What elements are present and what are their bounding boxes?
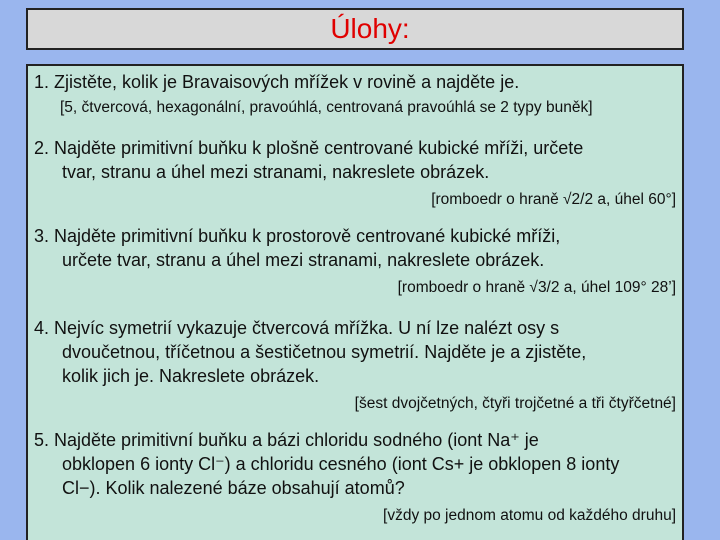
task-question — [34, 70, 682, 94]
task-3 — [28, 224, 682, 298]
task-question — [34, 428, 682, 500]
task-1 — [28, 70, 682, 118]
task-answer: [vždy po jednom atomu od každého druhu] — [383, 507, 676, 524]
task-question — [34, 136, 682, 184]
task-line: obklopen 6 ionty Cl⁻) a chloridu cesného (iont Cs+ je obklopen 8 ionty — [62, 454, 620, 474]
task-line: 4. Nejvíc symetrií vykazuje čtvercová mřížka. U ní lze nalézt osy s — [34, 318, 560, 338]
task-question — [34, 224, 682, 272]
task-line: dvoučetnou, tříčetnou a šestičetnou symetrií. Najděte je a zjistěte, — [62, 342, 587, 362]
task-5 — [28, 428, 682, 526]
task-line: 1. Zjistěte, kolik je Bravaisových mřížek v rovině a najděte je. — [34, 72, 520, 92]
task-line: Cl−). Kolik nalezené báze obsahují atomů? — [62, 478, 405, 498]
task-question — [34, 316, 682, 388]
task-line: 5. Najděte primitivní buňku a bázi chloridu sodného (iont Na⁺ je — [34, 430, 539, 450]
task-answer: [šest dvojčetných, čtyři trojčetné a tři čtyřčetné] — [354, 395, 676, 412]
task-4 — [28, 316, 682, 414]
content-box — [26, 64, 684, 540]
task-line: tvar, stranu a úhel mezi stranami, nakreslete obrázek. — [62, 162, 490, 182]
task-answer: [5, čtvercová, hexagonální, pravoúhlá, centrovaná pravoúhlá se 2 typy buněk] — [60, 99, 593, 116]
task-answer: [romboedr o hraně √3/2 a, úhel 109° 28’] — [397, 279, 676, 296]
task-line: 2. Najděte primitivní buňku k plošně centrované kubické mříži, určete — [34, 138, 584, 158]
task-line: určete tvar, stranu a úhel mezi stranami, nakreslete obrázek. — [62, 250, 545, 270]
page-title: Úlohy: — [330, 13, 410, 44]
title-box — [26, 8, 684, 50]
task-line: 3. Najděte primitivní buňku k prostorově centrované kubické mříži, — [34, 226, 561, 246]
task-answer: [romboedr o hraně √2/2 a, úhel 60°] — [431, 191, 676, 208]
task-line: kolik jich je. Nakreslete obrázek. — [62, 366, 320, 386]
task-2 — [28, 136, 682, 210]
